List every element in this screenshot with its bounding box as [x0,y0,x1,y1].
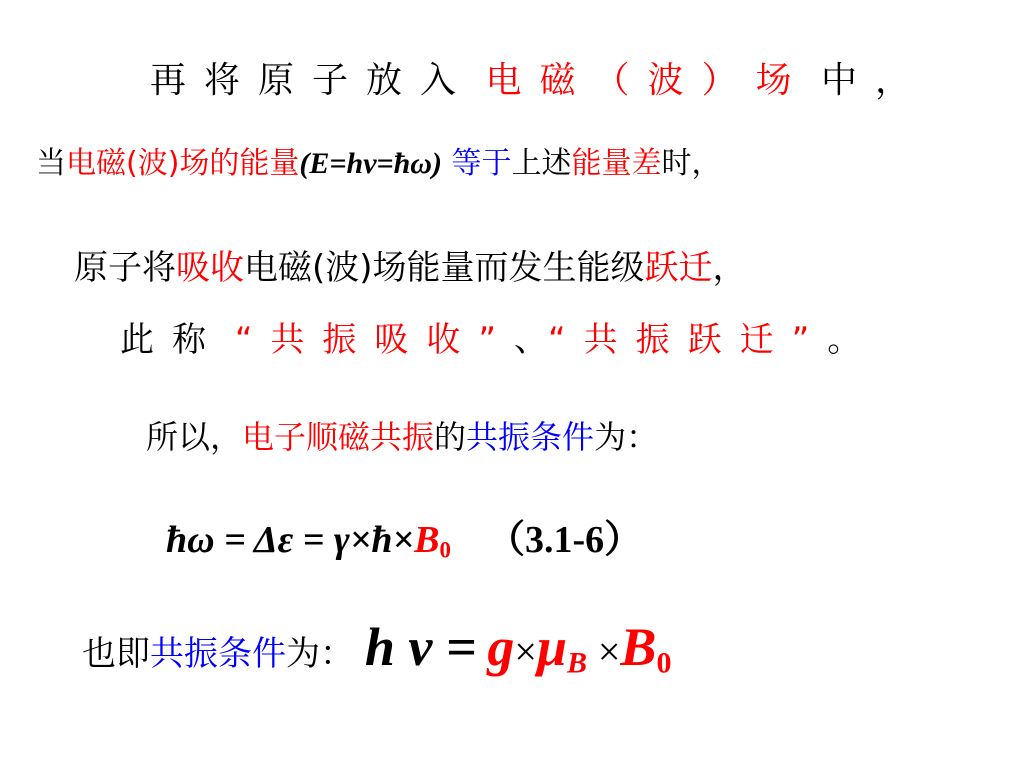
text-segment: 上述 [511,146,572,181]
line-resonance-formula [82,616,671,678]
text-segment: 此称 [120,320,224,360]
line-absorb [74,240,747,289]
highlight-em-field: 电磁（波）场 [485,60,810,101]
highlight-absorb: 吸收 [176,248,244,288]
highlight-epr: 电子顺磁共振 [242,418,435,456]
text-segment: 也即 [82,634,150,674]
text-segment: 、 [514,320,549,360]
equation-b-sub: 0 [439,537,451,563]
text-segment: 当 [36,146,66,181]
highlight-transition: 跃迁 [644,248,713,288]
formula-mu-sub: B [567,646,588,680]
highlight-equals: 等于 [451,146,512,181]
formula-mu: μ [536,617,568,677]
line-place-atom [150,52,929,103]
formula-b: B [620,617,657,677]
text-segment: 原子将 [74,248,176,288]
highlight-energy-diff: 能量差 [571,146,662,181]
times-sign: × [514,629,537,674]
text-segment: 时， [661,146,722,181]
highlight-em-energy: 电磁(波)场的能量 [66,146,300,181]
equation-number: （3.1-6） [487,519,643,561]
text-segment: 为： [594,418,659,456]
highlight-resonance-transition: “共振跃迁” [548,320,828,360]
text-segment: ， [712,248,747,288]
formula-h-nu: h ν = [364,617,477,677]
highlight-resonance-condition-2: 共振条件 [150,634,286,674]
times-sign: × [597,629,621,674]
text-segment: 为： [286,634,354,674]
highlight-resonance-absorption: “共振吸收” [234,320,515,360]
line-resonance-names [120,312,861,361]
equation-lhs: ħω = Δε = γ×ħ× [166,519,415,561]
highlight-resonance-condition: 共振条件 [466,418,595,456]
text-segment: 再将原子放入 [150,60,475,101]
text-segment: 中， [820,60,929,101]
text-segment: 的 [434,418,467,456]
text-segment: 所以， [146,418,243,456]
energy-formula: (E=hν=ħω) [299,147,442,180]
formula-g: g [487,617,515,677]
line-energy-condition [36,138,722,182]
text-segment: 电磁(波)场能量而发生能级 [244,248,645,288]
equation-3-1-6 [166,508,642,563]
line-epr-condition [146,412,658,458]
formula-b-sub: 0 [656,646,672,680]
text-segment: 。 [827,320,862,360]
equation-b: B [414,519,440,561]
